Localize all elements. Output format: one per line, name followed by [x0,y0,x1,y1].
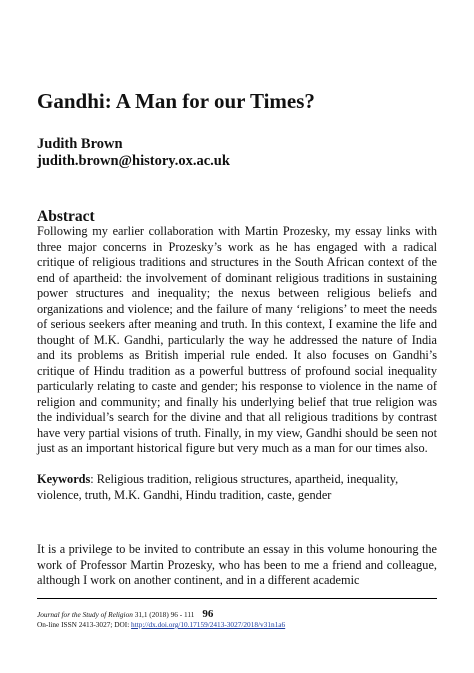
abstract-text: Following my earlier collaboration with Martin Prozesky, my essay links with three major concerns in Prozesky’s work as he has engaged with a radical critique of religious traditions and structures in the South African context of the end of apartheid: the involvement of dominant religious traditions in sustaining power structures and inequality; the nexus between religious beliefs and organizations and violence; and the failure of many ‘religions’ to meet the needs of serious seekers after meaning and truth. In this context, I examine the life and thought of M.K. Gandhi, particularly the way he addressed the nature of India and its problems as British imperial rule ended. It also focuses on Gandhi’s critique of Hindu tradition as a powerful buttress of profound social inequality particularly relating to caste and gender; his response to violence in the name of religion and community; and finally his underlying belief that true religion was the individual’s search for the divine and that all religious traditions by contrast have very partial visions of truth. Finally, in my view, Gandhi should be seen not just as an important historical figure but very much as a man for our times also. [37,224,437,455]
keywords-text: : Religious tradition, religious structures, apartheid, inequality, violence, truth, M.K. Gandhi, Hindu tradition, caste, gender [37,472,399,502]
issn-doi-text: On-line ISSN 2413-3027; DOI: [37,620,132,629]
journal-citation: 31,1 (2018) 96 - 111 [132,610,195,619]
page-number: 96 [202,608,214,620]
page-footer [37,609,437,630]
paper-title: Gandhi: A Man for our Times? [37,89,315,113]
abstract-heading: Abstract [37,208,95,225]
footer-issn-line [37,620,437,630]
journal-name: Journal for the Study of Religion [37,610,133,619]
footer-citation-line [37,609,437,620]
doi-link[interactable]: http://dx.doi.org/10.17159/2413-3027/2018/v31n1a6 [131,620,286,629]
keywords-label: Keywords [37,472,91,486]
keywords-paragraph [37,472,437,503]
footer-divider [37,598,437,599]
body-intro-paragraph: It is a privilege to be invited to contribute an essay in this volume honouring the work of Professor Martin Prozesky, who has been to me a friend and colleague, although I work on another continent, and in a different academic [37,542,437,587]
author-block [37,136,230,170]
author-email: judith.brown@history.ox.ac.uk [37,153,230,169]
author-name: Judith Brown [37,136,123,152]
